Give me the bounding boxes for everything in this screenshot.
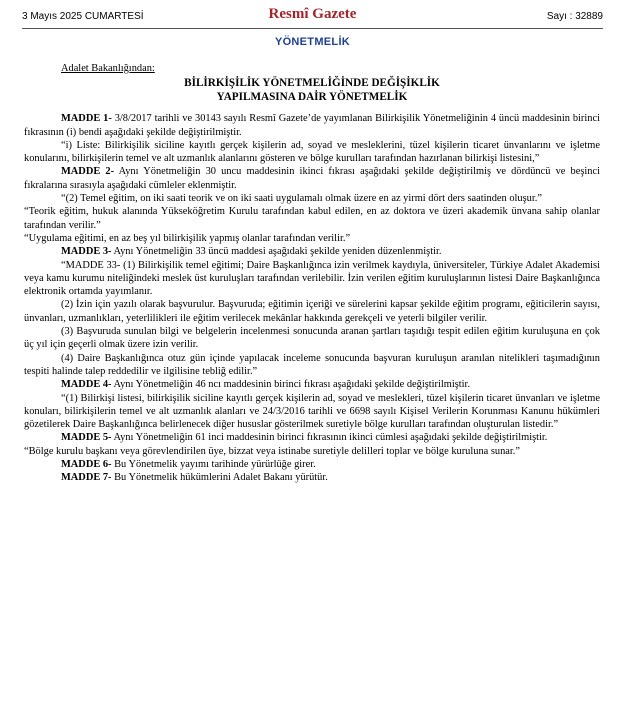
article-text: Aynı Yönetmeliğin 46 ncı maddesinin birinci fıkrası aşağıdaki şekilde değiştirilmiştir. <box>111 379 471 391</box>
amendment-text: (2) İzin için yazılı olarak başvurulur. Başvuruda; eğitimin içeriği ve sürelerini kapsar şekilde eğitim programı, eğiticilerin sayısı, ünvanları, uzmanlıkları, yeterlilikleri ile eğitim verilecek mekânlar hakkında gerekçeli ve yeterli bilgiler verilir. <box>24 299 600 324</box>
article-paragraph <box>24 458 600 471</box>
article-label: MADDE 4- <box>61 379 112 391</box>
amendment-text: “i) Liste: Bilirkişilik siciline kayıtlı gerçek kişilerin ad, soyad ve mesleklerini, tüzel kişilerin ticaret ünvanlarını ve işletme konularını, bilirkişilerin temel ve alt uzmanlık alanlarını gösteren ve bölge kurulları tarafından hazırlanan bilirkişi listesini,” <box>24 139 600 165</box>
article-paragraph <box>24 112 600 139</box>
regulation-body <box>24 62 600 485</box>
amendment-text: “Bölge kurulu başkanı veya görevlendirilen üye, bizzat veya istinabe suretiyle delilleri toplar ve bölge kuruluna sunar.” <box>24 445 520 457</box>
article-paragraph <box>24 378 600 391</box>
issuing-institution: Adalet Bakanlığından: <box>61 63 155 74</box>
amendment-text: “(1) Bilirkişi listesi, bilirkişilik siciline kayıtlı gerçek kişilerin ad, soyad ve meslekleri, tüzel kişilerin ticaret ünvanları ve işletme konuları, bilirkişilerin temel ve alt uzmanlık alanları ve 24/3/2016 tarihli ve 6698 sayılı Kişisel Verilerin Korunması Kanunu hükümleri gözetilerek Daire Başkanlığınca belirlenecek diğer hususlar gösterilmek suretiyle bölge kurulları tarafından oluşturulan listedir.” <box>24 392 600 431</box>
amendment-text: “Teorik eğitim, hukuk alanında Yükseköğretim Kurulu tarafından kabul edilen, en az doktora ve üzeri akademik ünvana sahip olanlar tarafından verilir.” <box>24 206 600 231</box>
article-label: MADDE 1- <box>61 113 112 125</box>
article-text: Aynı Yönetmeliğin 33 üncü maddesi aşağıdaki şekilde yeniden düzenlenmiştir. <box>111 246 442 258</box>
regulation-heading <box>24 76 600 104</box>
heading-line-1: BİLİRKİŞİLİK YÖNETMELİĞİNDE DEĞİŞİKLİK <box>184 77 440 90</box>
section-title: YÖNETMELİK <box>274 36 351 48</box>
article-paragraph <box>24 165 600 192</box>
article-label: MADDE 6- <box>61 459 112 471</box>
paragraph-list <box>24 112 600 484</box>
amendment-text: (3) Başvuruda sunulan bilgi ve belgelerin incelenmesi sonucunda aranan şartları taşıdığı tespit edilen eğitim kuruluşuna en çok üç yıl için geçerli olmak üzere izin verilir. <box>24 326 600 351</box>
article-text: Bu Yönetmelik yayımı tarihinde yürürlüğe girer. <box>111 459 316 471</box>
heading-line-2: YAPILMASINA DAİR YÖNETMELİK <box>216 91 408 104</box>
article-text: Bu Yönetmelik hükümlerini Adalet Bakanı yürütür. <box>111 472 328 484</box>
amendment-text: “MADDE 33- (1) Bilirkişilik temel eğitimi; Daire Başkanlığınca izin verilmek kaydıyla, üniversiteler, Türkiye Adalet Akademisi veya kamu kurumu niteliğindeki meslek üst kuruluşları tarafından verilebilir. İzin verilen eğitim kuruluşlarının listesi Daire Başkanlığınca elektronik ortamda yayımlanır. <box>24 259 600 298</box>
amendment-text: “Uygulama eğitimi, en az beş yıl bilirkişilik yapmış olanlar tarafından verilir.” <box>24 232 351 244</box>
article-label: MADDE 3- <box>61 246 112 258</box>
gazette-title: Resmî Gazete <box>268 6 357 22</box>
article-paragraph <box>24 471 600 484</box>
article-label: MADDE 7- <box>61 472 112 484</box>
article-label: MADDE 5- <box>61 432 112 444</box>
article-text: Aynı Yönetmeliğin 30 uncu maddesinin ikinci fıkrası aşağıdaki şekilde değiştirilmiş ve dördüncü ve beşinci fıkralarına sırasıyla aşağıdaki cümleler eklenmiştir. <box>24 166 600 191</box>
article-label: MADDE 2- <box>61 166 115 178</box>
article-text: Aynı Yönetmeliğin 61 inci maddesinin birinci fıkrasının ikinci cümlesi aşağıdaki şekilde değiştirilmiştir. <box>111 432 548 444</box>
article-paragraph <box>24 431 600 444</box>
masthead-divider <box>22 28 603 29</box>
amendment-text: (4) Daire Başkanlığınca otuz gün içinde yapılacak inceleme sonucunda başvuran kuruluşun aranılan nitelikleri taşımadığının tespiti halinde talep reddedilir ve ilgilisine tebliğ edilir.” <box>24 352 600 377</box>
article-text: 3/8/2017 tarihli ve 30143 sayılı Resmî Gazete’de yayımlanan Bilirkişilik Yönetmeliğinin 4 üncü maddesinin birinci fıkrasının (i) bendi aşağıdaki şekilde değiştirilmiştir. <box>24 113 600 138</box>
article-paragraph <box>24 245 600 258</box>
issue-number: Sayı : 32889 <box>546 11 603 22</box>
amendment-text: “(2) Temel eğitim, on iki saati teorik ve on iki saati uygulamalı olmak üzere en az yirmi dört ders saatinden oluşur.” <box>61 193 542 205</box>
masthead <box>22 2 603 28</box>
issue-date: 3 Mayıs 2025 CUMARTESİ <box>22 11 144 22</box>
